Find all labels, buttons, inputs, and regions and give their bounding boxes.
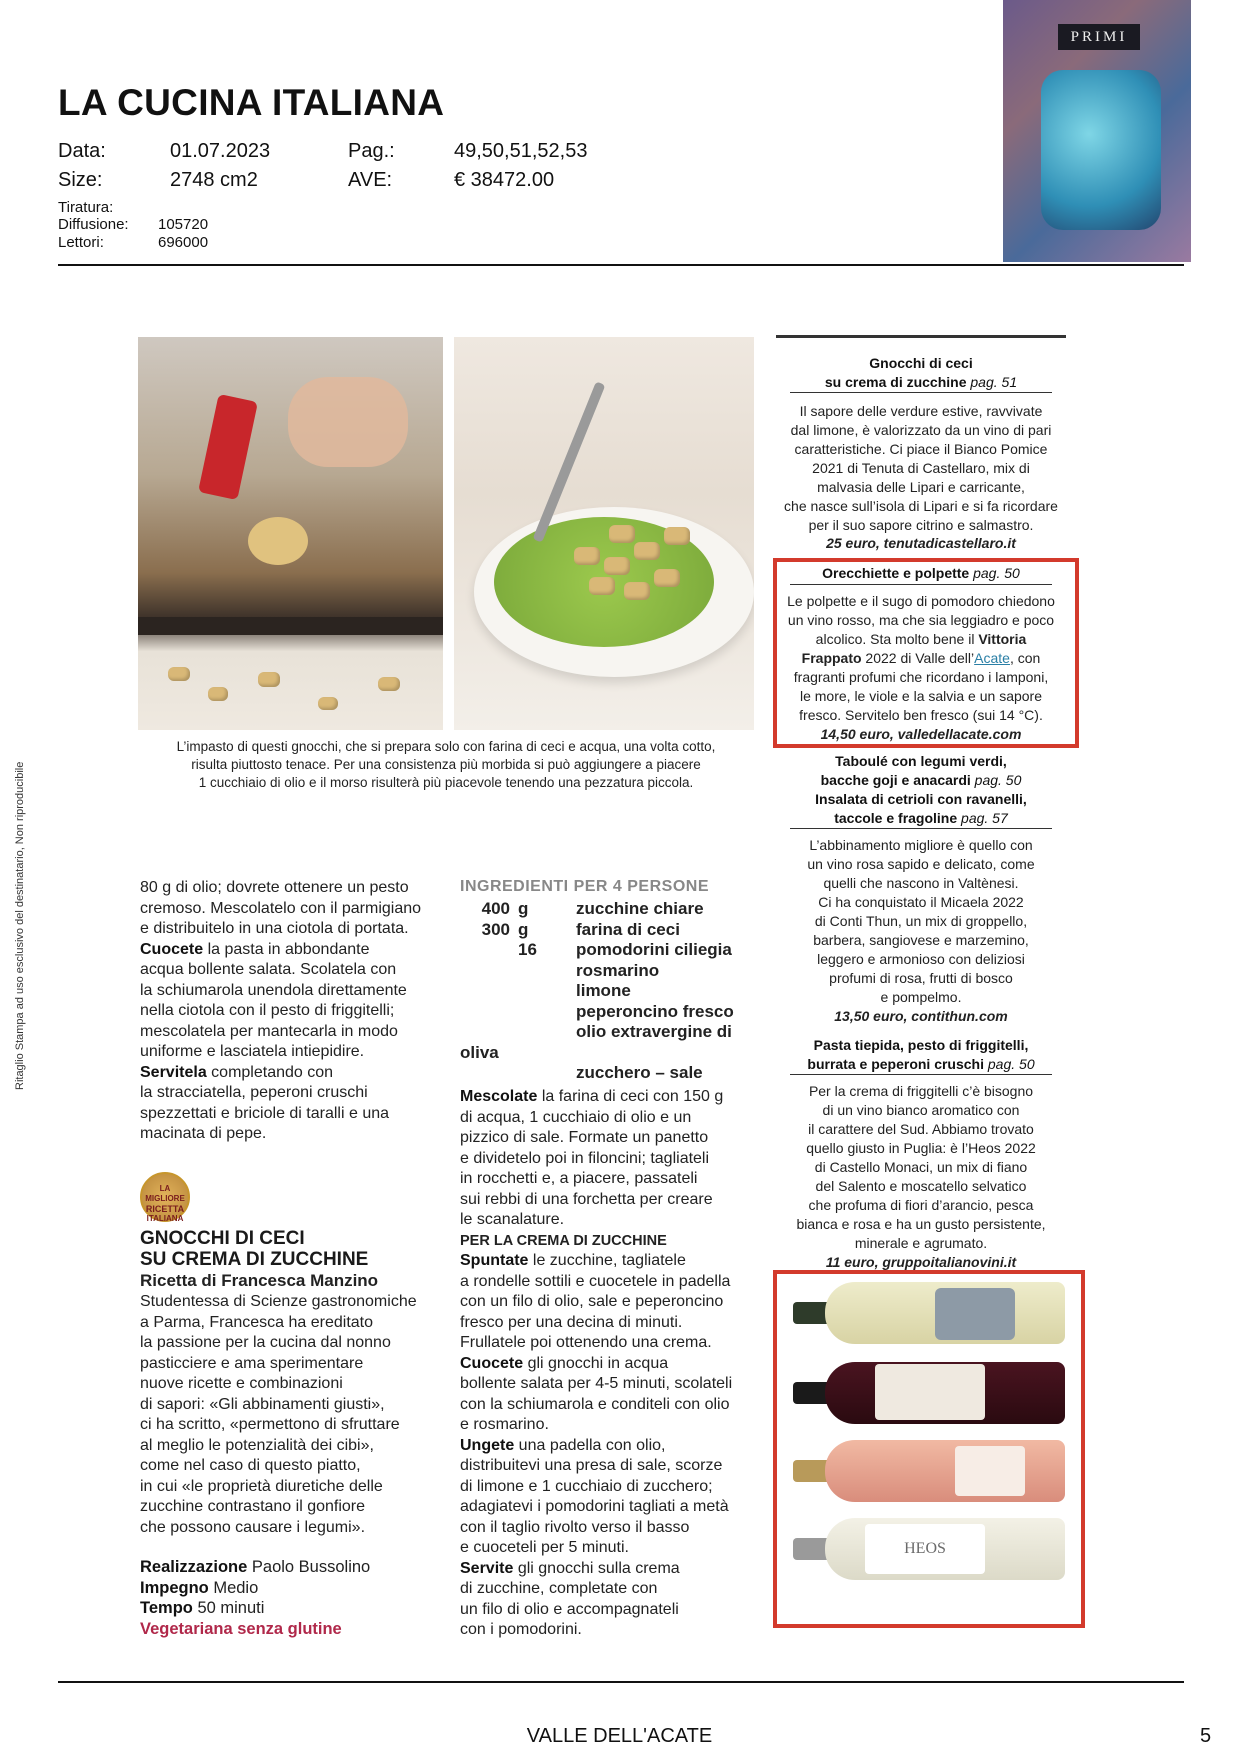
text-line: che nasce sull’isola di Lipari e si fa ricordare — [784, 498, 1058, 514]
text-span: la pasta in abbondante — [203, 940, 370, 958]
wine-1-title — [776, 354, 1066, 392]
text-line: le more, le viole e la salvia e un sapore — [799, 688, 1043, 704]
wine-title-line — [776, 1055, 1066, 1074]
text-line: un filo di olio e accompagnateli — [460, 1600, 679, 1618]
text-line: a rondelle sottili e cuocetele in padella — [460, 1272, 731, 1290]
meta-value: Paolo Bussolino — [247, 1558, 371, 1576]
ingredient-row — [460, 940, 760, 961]
diet-tag: Vegetariana senza glutine — [140, 1619, 342, 1638]
text-line: Studentessa di Scienze gastronomiche — [140, 1293, 417, 1310]
wine-title-line: Gnocchi di ceci — [869, 355, 973, 371]
publication-title: LA CUCINA ITALIANA — [58, 82, 445, 123]
page-ref: pag. 50 — [973, 565, 1020, 581]
text-line — [460, 1354, 760, 1375]
cover-dish-image — [1041, 70, 1161, 230]
text-line: pizzico di sale. Formate un panetto — [460, 1129, 709, 1146]
recipe-title-line: GNOCCHI DI CECI — [140, 1228, 305, 1249]
cover-badge: PRIMI — [1058, 24, 1140, 50]
text-line — [140, 940, 440, 961]
recipe-author: Ricetta di Francesca Manzino — [140, 1271, 379, 1290]
ingredient-unit: g — [518, 899, 529, 918]
text-line: di un vino bianco aromatico con — [822, 1102, 1020, 1118]
text-line: macinata di pepe. — [140, 1125, 267, 1142]
text-line: quello giusto in Puglia: è l’Heos 2022 — [806, 1140, 1036, 1156]
text-line: e pompelmo. — [880, 989, 962, 1005]
divider — [790, 392, 1052, 393]
text-line: che possono causare i legumi». — [140, 1518, 366, 1536]
ingredient-unit: g — [518, 919, 529, 939]
badge-line: ITALIANA — [146, 1214, 184, 1223]
bottle-label — [875, 1364, 985, 1420]
text-line: a Parma, Francesca ha ereditato — [140, 1313, 374, 1331]
tiratura-label: Tiratura: — [58, 199, 114, 216]
text-line: malvasia delle Lipari e carricante, — [817, 479, 1025, 495]
text-line: di sapori: «Gli abbinamenti giusti», — [140, 1395, 385, 1413]
ingredient-row — [460, 899, 760, 920]
text-line — [460, 1251, 760, 1272]
wine-4-price: 11 euro, gruppoitalianovini.it — [825, 1254, 1017, 1270]
ingredient-quantity: 400 — [481, 899, 510, 918]
text-line: caratteristiche. Ci piace il Bianco Pomice — [794, 441, 1048, 457]
text-line: mescolatela per mantecarla in modo — [140, 1022, 398, 1040]
text-span: la farina di ceci con 150 g — [537, 1088, 724, 1105]
pag-value: 49,50,51,52,53 — [454, 140, 588, 162]
divider — [790, 584, 1052, 585]
text-line: le scanalature. — [460, 1211, 565, 1228]
meta-line — [140, 1598, 450, 1619]
step-verb: Servitela — [140, 1063, 207, 1081]
recipe-meta — [140, 1557, 450, 1639]
text-line: in cui «le proprietà diuretiche delle — [140, 1477, 383, 1495]
text-line: la passione per la cucina dal nonno — [140, 1334, 391, 1351]
text-line — [460, 1436, 760, 1457]
text-line: adagiatevi i pomodorini tagliati a metà — [460, 1498, 729, 1515]
text-span: le zucchine, tagliatele — [528, 1252, 686, 1269]
text-span: 2022 di Valle dell’ — [861, 650, 975, 666]
text-line — [776, 630, 1066, 649]
ingredient-name: peperoncino fresco — [576, 1001, 734, 1021]
wine-4-title — [776, 1036, 1066, 1074]
ingredient-row — [460, 1002, 760, 1023]
text-line: nella ciotola con il pesto di friggitelli; — [140, 1002, 395, 1019]
text-line: leggero e armonioso con deliziosi — [817, 951, 1025, 967]
ingredients-heading: INGREDIENTI PER 4 PERSONE — [460, 878, 709, 895]
wine-2-title — [776, 564, 1066, 583]
text-line: Ci ha conquistato il Micaela 2022 — [818, 894, 1024, 910]
pag-label: Pag.: — [348, 140, 395, 162]
meta-value: 50 minuti — [192, 1599, 265, 1617]
text-line: di Conti Thun, un mix di groppello, — [814, 913, 1028, 929]
bottle-label — [935, 1288, 1015, 1340]
text-line: 80 g di olio; dovrete ottenere un pesto — [140, 879, 409, 896]
data-value: 01.07.2023 — [170, 140, 271, 162]
page-ref: pag. 51 — [970, 374, 1018, 390]
text-line: del Salento e moscatello selvatico — [815, 1178, 1027, 1194]
meta-value: Medio — [208, 1578, 259, 1597]
badge-line: RICETTA — [145, 1204, 185, 1214]
wine-title-span: Orecchiette e polpette — [822, 565, 970, 581]
ingredient-row — [460, 1063, 760, 1084]
column-1-text — [140, 878, 440, 1145]
copyright-side-text: Ritaglio Stampa ad uso esclusivo del destinatario, Non riproducibile — [14, 761, 26, 1090]
wine-name: Frappato — [801, 650, 862, 666]
ingredient-row — [460, 920, 760, 941]
ingredient-row — [460, 981, 760, 1002]
text-line: per il suo sapore citrino e salmastro. — [808, 517, 1034, 533]
bottle-rose — [825, 1440, 1065, 1502]
step-verb: Ungete — [460, 1436, 515, 1454]
meta-label: Realizzazione — [140, 1558, 248, 1576]
text-line — [460, 1559, 760, 1580]
divider — [790, 828, 1052, 829]
ingredient-name: zucchero – sale — [576, 1063, 703, 1082]
text-line: come nel caso di questo piatto, — [140, 1457, 361, 1474]
text-line: un vino rosso, ma che sia leggiadro e poco — [787, 612, 1055, 628]
ave-label: AVE: — [348, 169, 393, 191]
wine-3-price: 13,50 euro, contithun.com — [834, 1008, 1008, 1024]
text-line: L’abbinamento migliore è quello con — [809, 837, 1033, 853]
diffusione-label: Diffusione: — [58, 216, 129, 233]
lettori-value: 696000 — [158, 234, 209, 251]
recipe-title — [140, 1228, 450, 1270]
text-span: gli gnocchi in acqua — [523, 1354, 669, 1372]
page-ref: pag. 50 — [987, 1056, 1035, 1072]
size-value: 2748 cm2 — [170, 169, 258, 191]
producer-link[interactable]: Acate — [974, 650, 1010, 666]
ingredient-name: zucchine chiare — [576, 899, 704, 918]
meta-line — [140, 1557, 450, 1578]
wine-title-line — [776, 771, 1066, 790]
text-line: acqua bollente salata. Scolatela con — [140, 961, 397, 978]
text-line: Per la crema di friggitelli c’è bisogno — [808, 1083, 1034, 1099]
page-number: 5 — [1200, 1725, 1212, 1747]
text-line: minerale e agrumato. — [854, 1235, 988, 1251]
best-recipe-badge — [140, 1172, 190, 1222]
client-name: VALLE DELL'ACATE — [526, 1725, 713, 1747]
text-span: completando con — [206, 1063, 334, 1081]
ingredient-unit: 16 — [518, 940, 537, 959]
lettori-label: Lettori: — [58, 234, 104, 251]
wine-3-title — [776, 752, 1066, 828]
bottle-label-heos: HEOS — [865, 1524, 985, 1574]
wine-1-price: 25 euro, tenutadicastellaro.it — [826, 535, 1016, 551]
text-line: sui rebbi di una forchetta per creare — [460, 1190, 713, 1208]
text-line: un vino rosa sapido e delicato, come — [807, 856, 1035, 872]
text-line: nuove ricette e combinazioni — [140, 1375, 343, 1392]
step-verb: Servite — [460, 1559, 514, 1577]
text-line: e distribuitelo in una ciotola di portata. — [140, 920, 409, 937]
ingredient-name: rosmarino — [576, 960, 660, 980]
data-label: Data: — [58, 140, 106, 162]
header-rule — [58, 264, 1184, 266]
text-line: Le polpette e il sugo di pomodoro chiedono — [787, 593, 1055, 609]
text-span: alcolico. Sta molto bene il — [815, 631, 975, 647]
text-line: e cuoceteli per 5 minuti. — [460, 1539, 629, 1556]
meta-label: Impegno — [140, 1578, 209, 1597]
text-line: Frullatele poi ottenendo una crema. — [460, 1334, 712, 1351]
page-ref: pag. 50 — [974, 772, 1022, 788]
step-verb: Spuntate — [460, 1252, 529, 1269]
text-line: con il taglio rivolto verso il basso — [460, 1518, 690, 1536]
crema-heading: PER LA CREMA DI ZUCCHINE — [460, 1232, 667, 1249]
wine-2-description — [776, 592, 1066, 744]
wine-title-span: bacche goji e anacardi — [820, 772, 971, 788]
wine-title-line: Pasta tiepida, pesto di friggitelli, — [813, 1037, 1029, 1053]
page-ref: pag. 57 — [961, 810, 1008, 826]
wine-3-description — [776, 836, 1066, 1007]
wine-title-span: burrata e peperoni cruschi — [807, 1056, 984, 1072]
step-verb: Mescolate — [460, 1088, 538, 1105]
size-label: Size: — [58, 169, 103, 191]
text-line: che profuma di fiori d’arancio, pesca — [808, 1197, 1034, 1213]
text-line: e dividetelo poi in filoncini; tagliateli — [460, 1149, 710, 1167]
wine-title-line — [776, 809, 1066, 828]
text-line: di Castello Monaci, un mix di fiano — [814, 1159, 1028, 1175]
text-line: cremoso. Mescolatelo con il parmigiano — [140, 899, 422, 917]
text-line: dal limone, è valorizzato da un vino di pari — [790, 422, 1052, 438]
recipe-title-line: SU CREMA DI ZUCCHINE — [140, 1249, 369, 1270]
text-line: distribuitevi una presa di sale, scorze — [460, 1457, 723, 1474]
ingredient-name: limone — [576, 981, 631, 1000]
wine-4-description — [776, 1082, 1066, 1253]
wine-title-span: su crema di zucchine — [824, 374, 967, 390]
wine-1-description — [776, 402, 1066, 535]
ingredients-list — [460, 899, 760, 1084]
text-line: spezzettati e briciole di taralli e una — [140, 1104, 390, 1122]
photo-caption — [138, 738, 754, 792]
text-line: bianca e rosa e ha un gusto persistente, — [796, 1216, 1046, 1232]
ingredient-row — [460, 1022, 760, 1063]
text-line — [460, 1087, 760, 1108]
text-line: fragranti profumi che ricordano i lamponi, — [793, 669, 1049, 685]
caption-line: 1 cucchiaio di olio e il morso risulterà più piacevole tenendo una pezzatura piccola. — [198, 775, 694, 790]
column-2-text — [460, 1087, 760, 1641]
text-line: la stracciatella, peperoni cruschi — [140, 1084, 368, 1101]
text-line: pasticciere e ama sperimentare — [140, 1354, 364, 1372]
text-line: con un filo di olio, sale e peperoncino — [460, 1293, 724, 1310]
step-verb: Cuocete — [140, 940, 204, 958]
badge-line: LA MIGLIORE — [145, 1184, 185, 1203]
text-line: al meglio le potenzialità dei cibi», — [140, 1436, 374, 1454]
wine-title-span: taccole e fragoline — [834, 810, 958, 826]
meta-line — [140, 1578, 450, 1599]
text-line: con i pomodorini. — [460, 1621, 582, 1638]
wine-title-line: Taboulé con legumi verdi, — [835, 753, 1007, 769]
wine-column-rule — [776, 335, 1066, 338]
text-line: fresco per una decina di minuti. — [460, 1313, 683, 1331]
text-line: uniforme e lasciatela intiepidire. — [140, 1043, 365, 1060]
ingredient-name: olio extravergine di oliva — [460, 1022, 732, 1062]
photo-wine-bottles — [785, 1280, 1075, 1620]
diffusione-value: 105720 — [158, 216, 209, 233]
divider — [790, 1074, 1052, 1075]
photo-gnocchi-preparation — [138, 337, 443, 730]
text-line: Il sapore delle verdure estive, ravvivate — [799, 403, 1043, 419]
step-verb: Cuocete — [460, 1354, 524, 1372]
author-bio — [140, 1292, 450, 1538]
text-line: barbera, sangiovese e marzemino, — [813, 932, 1029, 948]
ingredient-name: farina di ceci — [576, 919, 680, 939]
footer-rule — [58, 1681, 1184, 1683]
text-line: profumi di rosa, frutti di bosco — [829, 970, 1013, 986]
bottle-label — [955, 1446, 1025, 1496]
text-line: 2021 di Tenuta di Castellaro, mix di — [812, 460, 1030, 476]
text-line: bollente salata per 4-5 minuti, scolateli — [460, 1375, 733, 1392]
text-line: il carattere del Sud. Abbiamo trovato — [808, 1121, 1034, 1137]
text-span: gli gnocchi sulla crema — [513, 1559, 680, 1577]
text-line: zucchine contrastano il gonfiore — [140, 1498, 366, 1515]
text-line — [776, 649, 1066, 668]
wine-title-line: Insalata di cetrioli con ravanelli, — [815, 791, 1027, 807]
wine-2-price: 14,50 euro, valledellacate.com — [820, 726, 1022, 742]
text-span: una padella con olio, — [514, 1436, 666, 1454]
text-line: di limone e 1 cucchiaio di zucchero; — [460, 1477, 713, 1495]
caption-line: L’impasto di questi gnocchi, che si prepara solo con farina di ceci e acqua, una volta cotto, — [176, 739, 716, 754]
text-span: , con — [1009, 650, 1041, 666]
text-line: di zucchine, completate con — [460, 1580, 658, 1597]
text-line: di acqua, 1 cucchiaio di olio e un — [460, 1108, 692, 1126]
ave-value: € 38472.00 — [454, 169, 555, 191]
caption-line: risulta piuttosto tenace. Per una consistenza più morbida si può aggiungere a piacere — [191, 757, 701, 772]
magazine-cover-thumbnail[interactable] — [1003, 0, 1191, 262]
text-line — [140, 1063, 440, 1084]
ingredient-quantity: 300 — [481, 919, 510, 939]
wine-title-line — [776, 373, 1066, 392]
text-line: la schiumarola unendola direttamente — [140, 981, 407, 999]
text-line: ci ha scritto, «permettono di sfruttare — [140, 1416, 400, 1433]
text-line: con la schiumarola e conditeli con olio — [460, 1395, 730, 1413]
wine-name: Vittoria — [974, 631, 1027, 647]
text-line: quelli che nascono in Valtènesi. — [823, 875, 1019, 891]
ingredient-name: pomodorini ciliegia — [576, 940, 732, 959]
text-line: in rocchetti e, a piacere, passateli — [460, 1170, 698, 1187]
photo-gnocchi-plated — [454, 337, 754, 730]
meta-label: Tempo — [140, 1599, 193, 1617]
ingredient-row — [460, 961, 760, 982]
text-line: fresco. Servitelo ben fresco (sui 14 °C). — [799, 707, 1043, 723]
text-line: e rosmarino. — [460, 1416, 549, 1433]
